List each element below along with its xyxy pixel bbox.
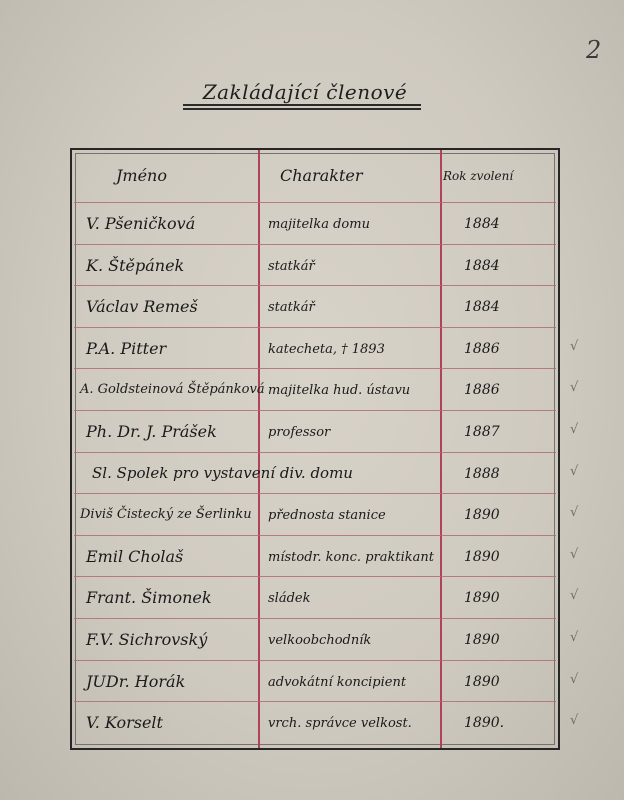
row-divider — [74, 368, 556, 369]
member-name: Sl. Spolek pro vystavení div. domu — [92, 463, 353, 482]
check-mark-icon: √ — [570, 713, 579, 729]
header-year: Rok zvolení — [443, 169, 514, 183]
member-name: A. Goldsteinová Štěpánková — [80, 382, 265, 398]
row-divider — [74, 701, 556, 702]
row-divider — [74, 202, 556, 203]
election-year: 1886 — [464, 382, 500, 399]
member-name: P.A. Pitter — [86, 338, 167, 358]
check-mark-icon: √ — [570, 422, 579, 437]
member-role: přednosta stanice — [268, 508, 386, 524]
check-mark-icon: √ — [570, 671, 579, 687]
election-year: 1886 — [464, 340, 500, 357]
member-role: majitelka domu — [268, 217, 370, 232]
member-role: professor — [268, 425, 331, 440]
title-underline — [183, 104, 421, 106]
row-divider — [74, 410, 556, 411]
check-mark-icon: √ — [570, 546, 579, 562]
member-role: statkář — [268, 258, 315, 274]
election-year: 1890 — [464, 507, 500, 524]
member-name: V. Korselt — [86, 713, 163, 733]
member-name: JUDr. Horák — [86, 671, 186, 691]
row-divider — [74, 493, 556, 494]
member-name: F.V. Sichrovský — [86, 630, 208, 649]
check-mark-icon: √ — [570, 505, 579, 521]
row-divider — [74, 285, 556, 286]
election-year: 1888 — [464, 465, 500, 482]
row-divider — [74, 535, 556, 536]
header-name: Jméno — [116, 166, 167, 185]
row-divider — [74, 660, 556, 661]
column-divider-role-year — [440, 150, 442, 748]
member-role: advokátní koncipient — [268, 674, 407, 690]
member-name: V. Pšeničková — [86, 214, 196, 233]
check-mark-icon: √ — [570, 588, 579, 604]
member-role: velkoobchodník — [268, 633, 372, 648]
election-year: 1890 — [464, 673, 500, 690]
header-role: Charakter — [280, 166, 363, 185]
member-name: Emil Cholaš — [86, 546, 184, 566]
row-divider — [74, 452, 556, 453]
member-name: Frant. Šimonek — [86, 588, 212, 608]
member-role: majitelka hud. ústavu — [268, 383, 411, 399]
election-year: 1890. — [464, 715, 505, 732]
election-year: 1890 — [464, 632, 500, 648]
member-role: statkář — [268, 300, 315, 316]
member-name: Diviš Čistecký ze Šerlinku — [80, 507, 252, 523]
table-inner-frame — [75, 153, 555, 745]
member-name: Ph. Dr. J. Prášek — [86, 422, 217, 441]
row-divider — [74, 618, 556, 619]
check-mark-icon: √ — [570, 630, 579, 645]
page-title: Zakládající členové — [202, 80, 408, 104]
election-year: 1884 — [464, 299, 500, 316]
check-mark-icon: √ — [570, 463, 579, 479]
election-year: 1884 — [464, 216, 500, 232]
election-year: 1884 — [464, 257, 500, 274]
check-mark-icon: √ — [570, 338, 579, 354]
check-mark-icon: √ — [570, 380, 579, 396]
row-divider — [74, 327, 556, 328]
member-role: místodr. konc. praktikant — [268, 549, 434, 565]
member-role: katecheta, † 1893 — [268, 341, 385, 357]
page-number: 2 — [586, 36, 602, 64]
member-role: vrch. správce velkost. — [268, 716, 412, 732]
member-role: sládek — [268, 591, 311, 607]
row-divider — [74, 576, 556, 577]
member-name: Václav Remeš — [86, 297, 198, 317]
row-divider — [74, 244, 556, 245]
member-name: K. Štěpánek — [86, 255, 185, 275]
election-year: 1890 — [464, 590, 500, 607]
column-divider-name-role — [258, 150, 260, 748]
election-year: 1887 — [464, 424, 500, 440]
members-table — [70, 148, 560, 750]
title-underline-2 — [183, 108, 421, 110]
election-year: 1890 — [464, 548, 500, 565]
